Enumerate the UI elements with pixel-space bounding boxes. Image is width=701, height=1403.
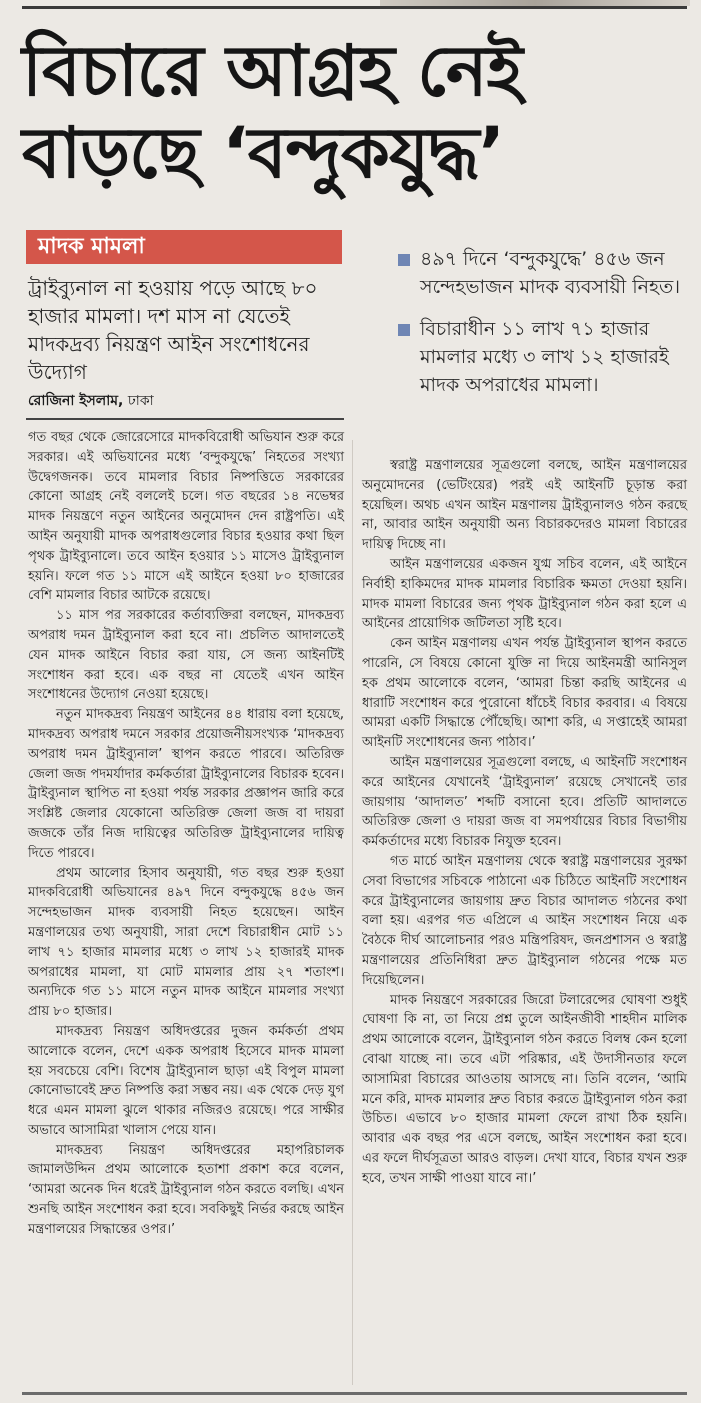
byline-rule: [26, 418, 344, 420]
headline-line-2: বাড়ছে ‘বন্দুকযুদ্ধ’: [22, 112, 505, 194]
top-rule: [22, 6, 687, 9]
highlight-item: [396, 245, 686, 301]
column-divider: [352, 440, 353, 1385]
highlight-box: [396, 245, 686, 413]
square-bullet-icon: [398, 324, 410, 336]
bottom-rule: [22, 1392, 687, 1395]
deck-subheadline: ট্রাইব্যুনাল না হওয়ায় পড়ে আছে ৮০ হাজার মামলা। দশ মাস না যেতেই মাদকদ্রব্য নিয়ন্ত্রণ আইন সংশোধনের উদ্যোগ: [28, 276, 318, 384]
body-paragraph: মাদক নিয়ন্ত্রণে সরকারের জিরো টলারেন্সের ঘোষণা শুধুই ঘোষণা কি না, তা নিয়ে প্রশ্ন তুলে আইনজীবী শাহদীন মালিক প্রথম আলোকে বলেন, ট্রাইব্যুনাল গঠন করতে বিলম্ব কেন হলো বোঝা যাচ্ছে না। তবে এটা পরিষ্কার, এই উদাসীনতার ফলে আসামিরা বিচারের আওতায় আসছে না। তিনি বলেন, ‘আমি মনে করি, মাদক মামলার দ্রুত বিচার করতে ট্রাইব্যুনাল গঠন করা উচিত। এভাবে ৮০ হাজার মামলা ফেলে রাখা ঠিক হয়নি। আবার এক বছর পর এসে বলছে, আইন সংশোধন করা হবে। এর ফলে দীর্ঘসূত্রতা আরও বাড়ল। দেখা যাবে, বিচার যখন শুরু হবে, তখন সাক্ষী পাওয়া যাবে না।’: [362, 992, 687, 1186]
category-label: মাদক মামলা: [26, 230, 342, 264]
body-paragraph: আইন মন্ত্রণালয়ের একজন যুগ্ম সচিব বলেন, এই আইনে নির্বাহী হাকিমদের মাদক মামলার বিচারিক ক্ষমতা দেওয়া হয়নি। মাদক মামলা বিচারের জন্য পৃথক ট্রাইব্যুনাল গঠন করা হলে এ আইনের প্রায়োগিক জটিলতা সৃষ্টি হবে।: [362, 556, 687, 632]
headline-line-1: বিচারে আগ্রহ নেই: [22, 30, 522, 112]
body-paragraph: মাদকদ্রব্য নিয়ন্ত্রণ অধিদপ্তরের দুজন কর্মকর্তা প্রথম আলোকে বলেন, দেশে একক অপরাধ হিসেবে মাদক মামলা হয় সবচেয়ে বেশি। বিশেষ ট্রাইব্যুনাল ছাড়া এই বিপুল মামলা কোনোভাবেই দ্রুত নিষ্পত্তি করা সম্ভব নয়। এক থেকে দেড় যুগ ধরে এমন মামলা ঝুলে থাকার নজিরও রয়েছে। পরে সাক্ষীর অভাবে আসামিরা খালাস পেয়ে যান।: [28, 1023, 344, 1138]
body-paragraph: আইন মন্ত্রণালয়ের সূত্রগুলো বলছে, এ আইনটি সংশোধন করে আইনের যেখানেই ‘ট্রাইব্যুনাল’ রয়েছে সেখানেই তার জায়গায় ‘আদালত’ শব্দটি বসানো হবে। প্রতিটি আদালতে অতিরিক্ত জেলা ও দায়রা জজ বা সমপর্যায়ের বিচার বিভাগীয় কর্মকর্তাদের মধ্যে বিচারক নিযুক্ত হবেন।: [362, 754, 687, 850]
highlight-text: বিচারাধীন ১১ লাখ ৭১ হাজার মামলার মধ্যে ৩ লাখ ১২ হাজারই মাদক অপরাধের মামলা।: [420, 318, 669, 396]
body-paragraph: গত মার্চে আইন মন্ত্রণালয় থেকে স্বরাষ্ট্র মন্ত্রণালয়ের সুরক্ষা সেবা বিভাগের সচিবকে পাঠানো এক চিঠিতে আইনটি সংশোধন করে ট্রাইব্যুনালের জায়গায় দ্রুত বিচার আদালত গঠনের কথা বলা হয়। এরপর গত এপ্রিলে এ আইন সংশোধন নিয়ে এক বৈঠকে দীর্ঘ আলোচনার পরও মন্ত্রিপরিষদ, জনপ্রশাসন ও স্বরাষ্ট্র মন্ত্রণালয়ের প্রতিনিধিরা দ্রুত ট্রাইব্যুনাল গঠনের পক্ষে মত দিয়েছিলেন।: [362, 853, 687, 988]
square-bullet-icon: [398, 254, 410, 266]
body-paragraph: গত বছর থেকে জোরেসোরে মাদকবিরোধী অভিযান শুরু করে সরকার। এই অভিযানের মধ্যে ‘বন্দুকযুদ্ধে’ নিহতের সংখ্যা উদ্বেগজনক। তবে মামলার বিচার নিষ্পত্তিতে সরকারের কোনো আগ্রহ নেই বললেই চলে। গত বছরের ১৪ নভেম্বর মাদক নিয়ন্ত্রণে নতুন আইনের অনুমোদন দেন রাষ্ট্রপতি। এই আইন অনুযায়ী মাদক অপরাধগুলোর বিচার হওয়ার কথা ছিল পৃথক ট্রাইব্যুনালে। তবে আইন হওয়ার ১১ মাসেও ট্রাইব্যুনাল হয়নি। ফলে গত ১১ মাসে এই আইনে হওয়া ৮০ হাজারের বেশি মামলার বিচার আটকে রয়েছে।: [28, 430, 344, 604]
body-paragraph: প্রথম আলোর হিসাব অনুযায়ী, গত বছর শুরু হওয়া মাদকবিরোধী অভিযানের ৪৯৭ দিনে বন্দুকযুদ্ধে ৪৫৬ জন সন্দেহভাজন মাদক ব্যবসায়ী নিহত হয়েছেন। আইন মন্ত্রণালয়ের তথ্য অনুযায়ী, সারা দেশে বিচারাধীন মোট ১১ লাখ ৭১ হাজার মামলার মধ্যে ৩ লাখ ১২ হাজারই মাদক অপরাধের মামলা, যা মোট মামলার প্রায় ২৭ শতাংশ। অন্যদিকে গত ১১ মাসে নতুন মাদক আইনে মামলার সংখ্যা প্রায় ৮০ হাজার।: [28, 865, 344, 1020]
headline: [22, 30, 687, 194]
body-column-left: [28, 428, 344, 1240]
body-paragraph: নতুন মাদকদ্রব্য নিয়ন্ত্রণ আইনের ৪৪ ধারায় বলা হয়েছে, মাদকদ্রব্য অপরাধ দমনে সরকার প্রয়োজনীয়সংখ্যক ‘মাদকদ্রব্য অপরাধ দমন ট্রাইব্যুনাল’ স্থাপন করতে পারবে। অতিরিক্ত জেলা জজ পদমর্যাদার কর্মকর্তারা ট্রাইব্যুনালের বিচারক হবেন। ট্রাইব্যুনাল স্থাপিত না হওয়া পর্যন্ত সরকার প্রজ্ঞাপন জারি করে সংশ্লিষ্ট জেলার যেকোনো অতিরিক্ত জেলা জজ বা দায়রা জজকে তাঁর নিজ দায়িত্বের অতিরিক্ত ট্রাইব্যুনালের দায়িত্ব দিতে পারবে।: [28, 707, 344, 861]
highlight-item: [396, 315, 686, 399]
body-column-right: [362, 456, 687, 1188]
body-paragraph: মাদকদ্রব্য নিয়ন্ত্রণ অধিদপ্তরের মহাপরিচালক জামালউদ্দিন প্রথম আলোকে হতাশা প্রকাশ করে বলেন, ‘আমরা অনেক দিন ধরেই ট্রাইব্যুনাল গঠন করতে বলছি। এখন শুনছি আইন সংশোধন করা হবে। সবকিছুই নির্ভর করছে আইন মন্ত্রণালয়ের সিদ্ধান্তের ওপর।’: [28, 1142, 344, 1237]
byline-author: রোজিনা ইসলাম,: [28, 393, 124, 409]
body-paragraph: ১১ মাস পর সরকারের কর্তাব্যক্তিরা বলছেন, মাদকদ্রব্য অপরাধ দমন ট্রাইব্যুনাল করা হবে না। প্রচলিত আদালতেই যেন মাদক আইনে বিচার করা যায়, সে জন্য আইনটিই সংশোধন করা হবে। এক বছর না যেতেই এখন আইন সংশোধনের উদ্যোগ নেওয়া হয়েছে।: [28, 608, 344, 703]
body-paragraph: স্বরাষ্ট্র মন্ত্রণালয়ের সূত্রগুলো বলছে, আইন মন্ত্রণালয়ের অনুমোদনের (ভেটিংয়ের) পরই এই আইনটি চূড়ান্ত করা হয়েছিল। অথচ এখন আইন মন্ত্রণালয় ট্রাইব্যুনালও গঠন করছে না, আবার আইন অনুযায়ী অন্য বিচারকদেরও মামলা বিচারের দায়িত্ব দিচ্ছে না।: [362, 458, 687, 553]
byline: [28, 392, 338, 410]
body-paragraph: কেন আইন মন্ত্রণালয় এখন পর্যন্ত ট্রাইব্যুনাল স্থাপন করতে পারেনি, সে বিষয়ে কোনো যুক্তি না দিয়ে আইনমন্ত্রী আনিসুল হক প্রথম আলোকে বলেন, ‘আমরা চিন্তা করছি আইনের এ ধারাটি সংশোধন করে পুরোনো ধাঁচেই বিচার করবার। এ বিষয়ে আমরা একটি সিদ্ধান্তে পৌঁছেছি। আশা করি, এ সপ্তাহেই আমরা আইনটি সংশোধনের জন্য পাঠাব।’: [362, 636, 687, 751]
highlight-text: ৪৯৭ দিনে ‘বন্দুকযুদ্ধে’ ৪৫৬ জন সন্দেহভাজন মাদক ব্যবসায়ী নিহত।: [420, 248, 681, 298]
byline-place: ঢাকা: [123, 393, 154, 409]
